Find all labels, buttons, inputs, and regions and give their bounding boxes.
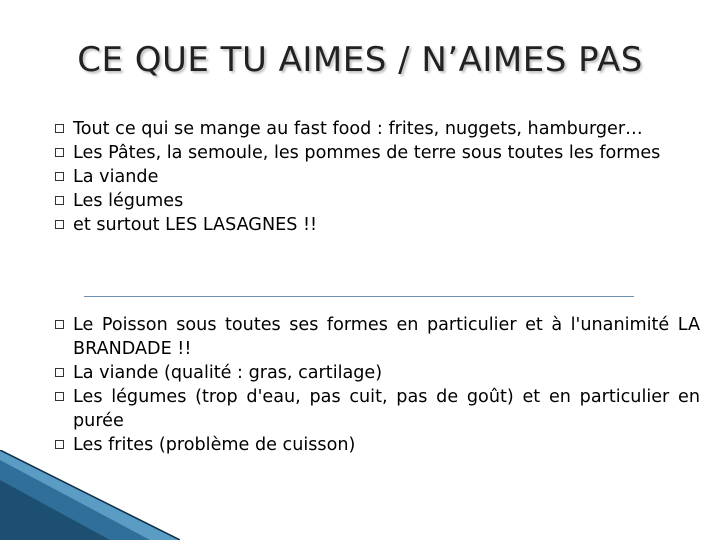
square-bullet-icon (55, 220, 64, 229)
square-bullet-icon (55, 172, 64, 181)
likes-list (55, 117, 700, 237)
list-item-text: et surtout LES LASAGNES !! (73, 215, 318, 235)
list-item-text: Tout ce qui se mange au fast food : frites, nuggets, hamburger… (73, 119, 643, 139)
square-bullet-icon (55, 320, 64, 329)
list-item (55, 189, 700, 213)
square-bullet-icon (55, 392, 64, 401)
square-bullet-icon (55, 196, 64, 205)
section-divider (84, 296, 634, 297)
square-bullet-icon (55, 148, 64, 157)
list-item-text: Les frites (problème de cuisson) (73, 435, 356, 455)
corner-decoration (0, 450, 180, 540)
list-item (55, 165, 700, 189)
list-item (55, 117, 700, 141)
list-item-text: Les Pâtes, la semoule, les pommes de terre sous toutes les formes (73, 143, 661, 163)
list-item (55, 141, 700, 165)
list-item-text: Le Poisson sous toutes ses formes en particulier et à l'unanimité LA BRANDADE !! (73, 315, 700, 359)
list-item (55, 213, 700, 237)
slide-title: CE QUE TU AIMES / N’AIMES PAS (77, 40, 643, 80)
list-item-text: Les légumes (73, 191, 184, 211)
square-bullet-icon (55, 368, 64, 377)
square-bullet-icon (55, 124, 64, 133)
list-item-text: La viande (73, 167, 159, 187)
list-item (55, 313, 700, 361)
list-item (55, 385, 700, 433)
list-item-text: Les légumes (trop d'eau, pas cuit, pas de goût) et en particulier en purée (73, 387, 700, 431)
dislikes-list (55, 313, 700, 457)
list-item (55, 361, 700, 385)
list-item-text: La viande (qualité : gras, cartilage) (73, 363, 383, 383)
square-bullet-icon (55, 440, 64, 449)
